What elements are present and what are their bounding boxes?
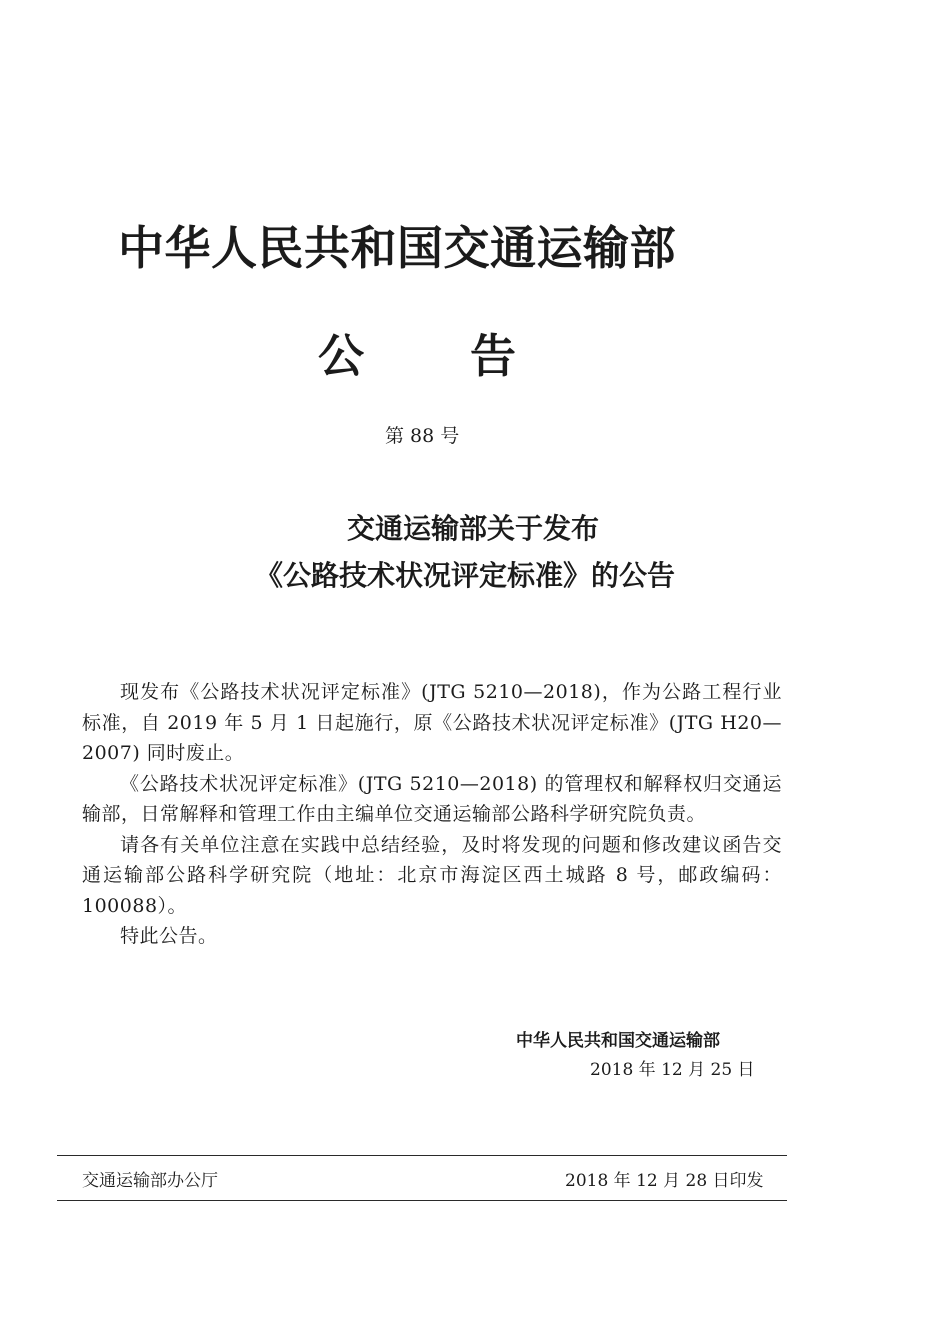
body-paragraph: 请各有关单位注意在实践中总结经验，及时将发现的问题和修改建议函告交通运输部公路科学研究院（地址：北京市海淀区西土城路 8 号，邮政编码：100088）。 xyxy=(82,833,782,917)
ministry-title: 中华人民共和国交通运输部 xyxy=(118,221,676,275)
document-type: 公告 xyxy=(318,329,622,383)
headline-line-1: 交通运输部关于发布 xyxy=(346,512,599,545)
signature-date: 2018 年 12 月 25 日 xyxy=(590,1060,755,1080)
footer-issuer: 交通运输部办公厅 xyxy=(82,1171,218,1191)
body-paragraph: 特此公告。 xyxy=(120,925,218,947)
headline-line-2: 《公路技术状况评定标准》的公告 xyxy=(254,559,675,592)
announcement-body xyxy=(82,677,782,952)
body-paragraph: 《公路技术状况评定标准》(JTG 5210—2018) 的管理权和解释权归交通运输部，日常解释和管理工作由主编单位交通运输部公路科学研究院负责。 xyxy=(82,772,782,825)
footer-bottom-rule xyxy=(57,1200,787,1201)
body-paragraph: 现发布《公路技术状况评定标准》(JTG 5210—2018)，作为公路工程行业标准，自 2019 年 5 月 1 日起施行，原《公路技术状况评定标准》(JTG H20—2007) 同时废止。 xyxy=(82,681,782,764)
document-number: 第 88 号 xyxy=(385,425,460,447)
footer-top-rule xyxy=(57,1155,787,1156)
footer-print-date: 2018 年 12 月 28 日印发 xyxy=(565,1171,764,1191)
signature-issuer: 中华人民共和国交通运输部 xyxy=(516,1031,720,1051)
